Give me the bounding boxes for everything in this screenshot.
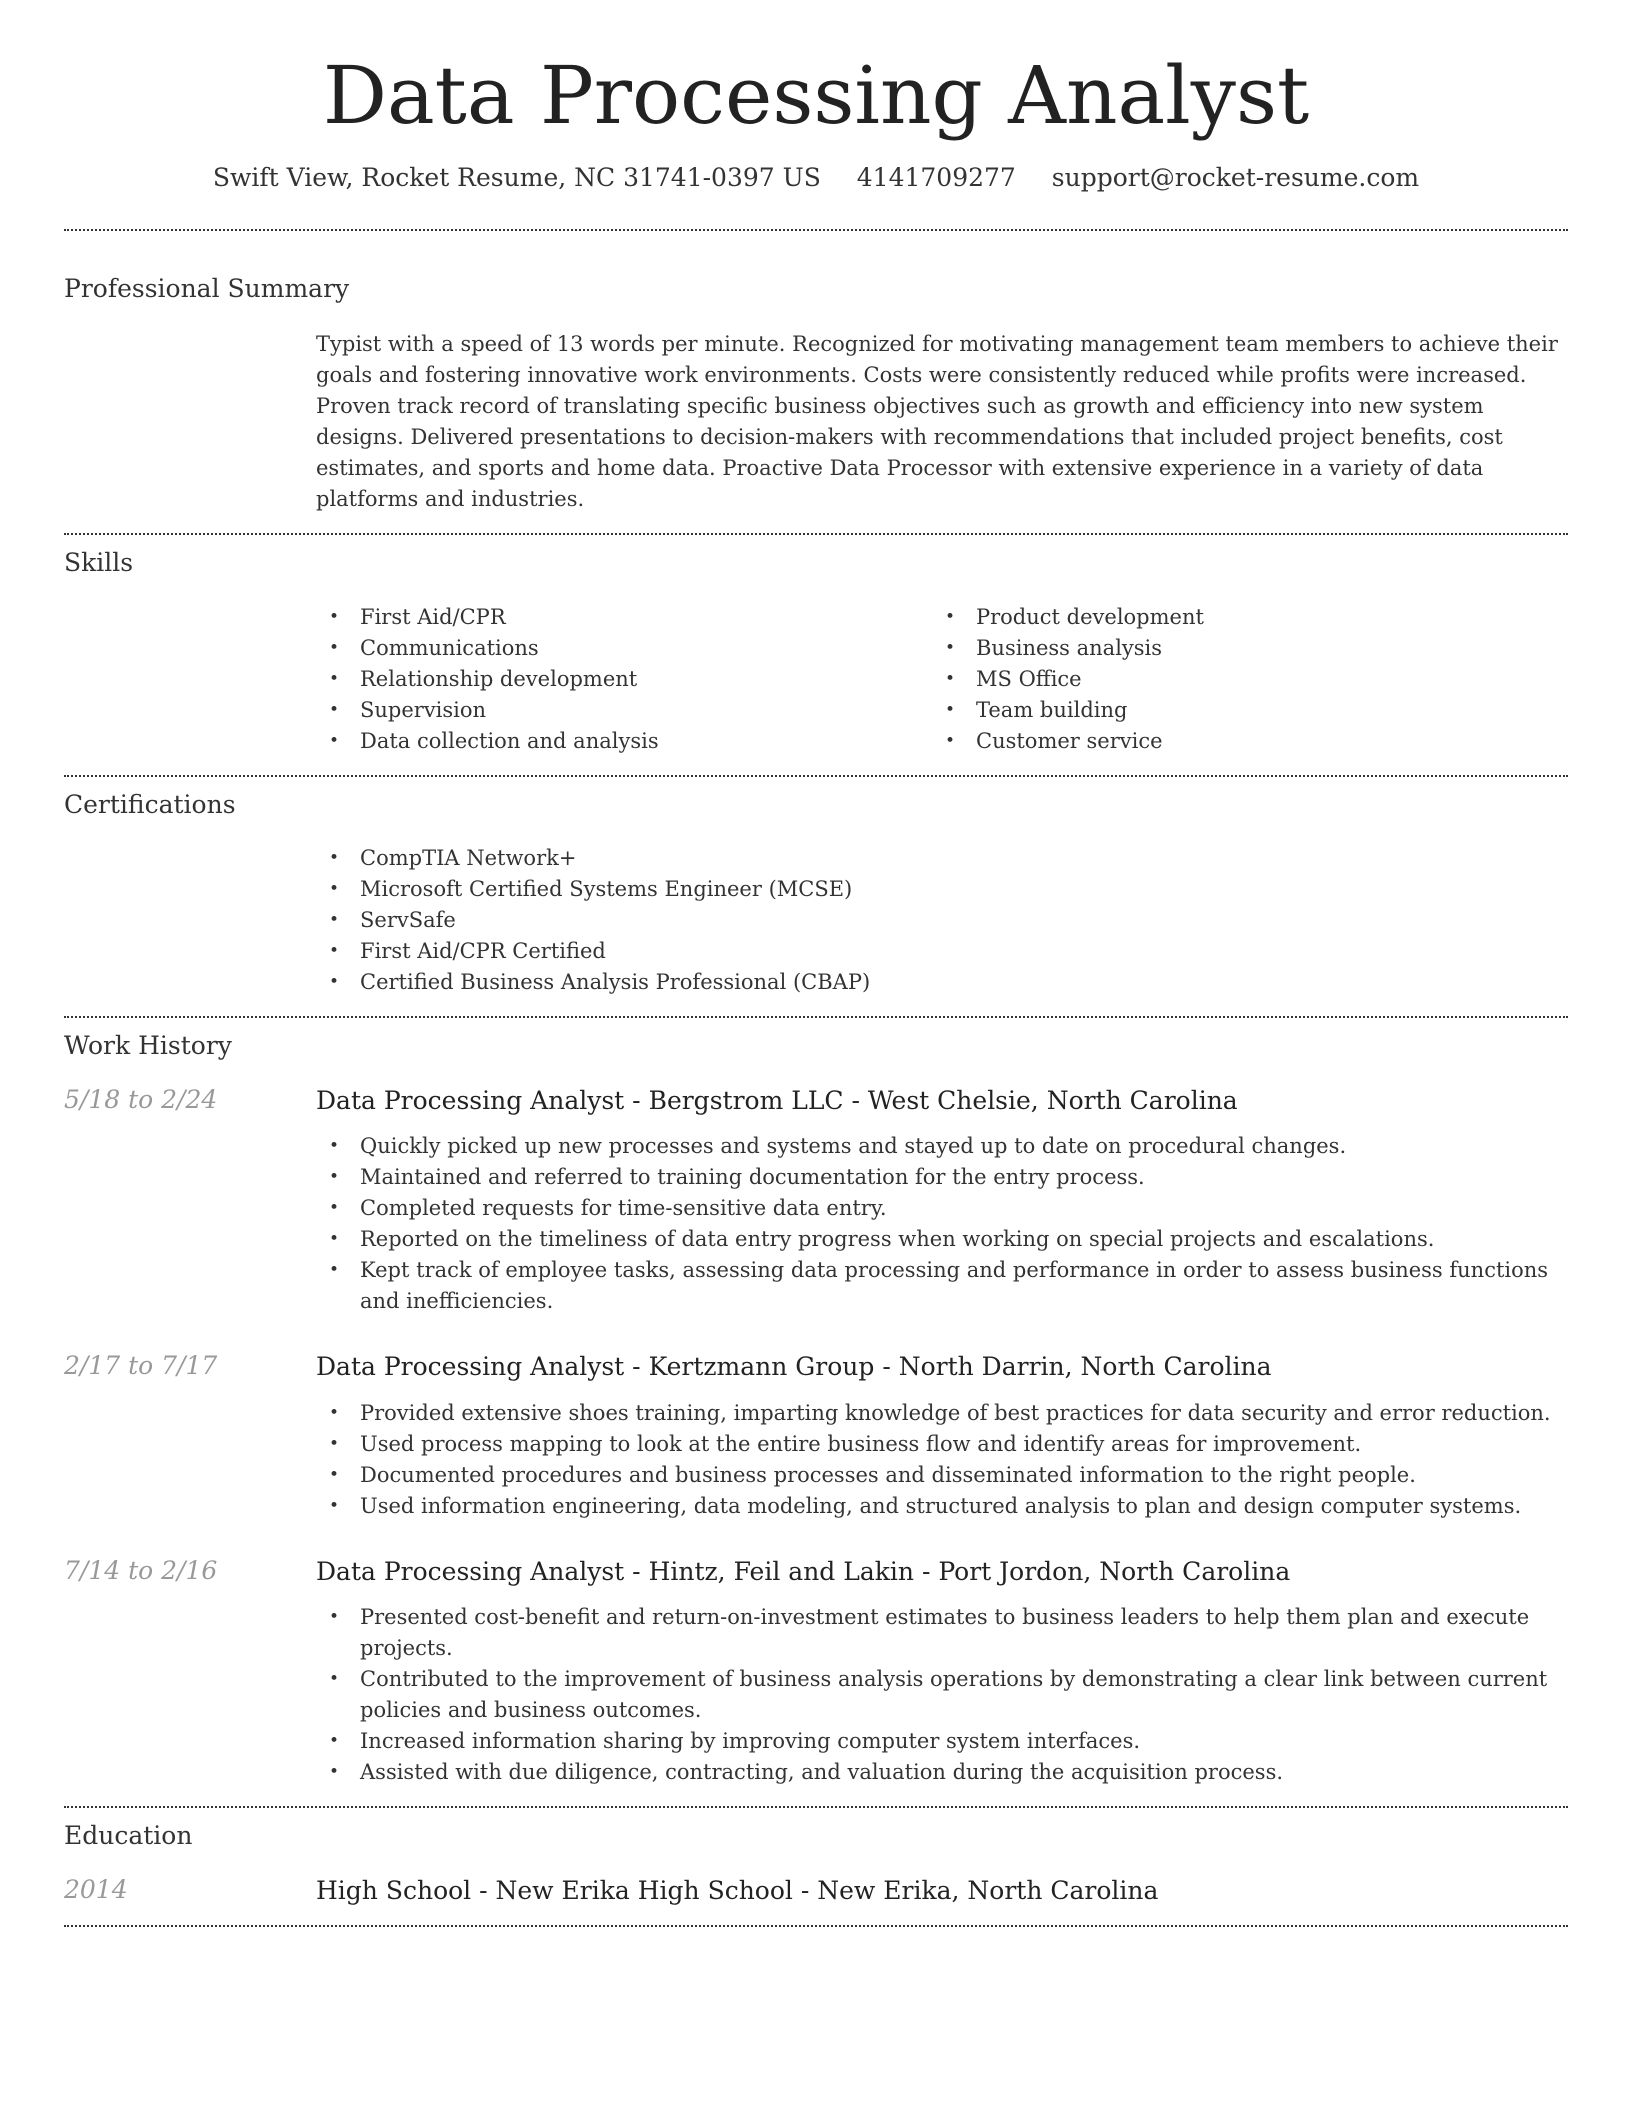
job-dates: 7/14 to 2/16: [64, 1555, 218, 1585]
job-entry: [64, 1085, 1568, 1318]
certifications-list: [316, 843, 1568, 998]
list-item: • Quickly picked up new processes and systems and stayed up to date on procedural changes.: [316, 1131, 1568, 1162]
job-entry: [64, 1556, 1568, 1789]
education-section: [64, 1808, 1568, 1907]
skills-section: [64, 535, 1568, 757]
list-item: • Presented cost-benefit and return-on-investment estimates to business leaders to help them plan and execute projects.: [316, 1602, 1568, 1664]
list-item: • Used information engineering, data modeling, and structured analysis to plan and design computer systems.: [316, 1491, 1568, 1522]
list-item: • Supervision: [316, 695, 932, 726]
job-dates: 2/17 to 7/17: [64, 1351, 218, 1380]
list-item: • Maintained and referred to training documentation for the entry process.: [316, 1162, 1568, 1193]
job-bullets: [316, 1398, 1568, 1522]
education-entry: [64, 1875, 1568, 1908]
list-item: • ServSafe: [316, 905, 1568, 936]
skills-list-left: [316, 602, 932, 757]
list-item: • Provided extensive shoes training, imparting knowledge of best practices for data security and error reduction.: [316, 1398, 1568, 1429]
list-item: • Completed requests for time-sensitive data entry.: [316, 1193, 1568, 1224]
education-year: 2014: [64, 1874, 128, 1904]
education-title-line: High School - New Erika High School - New Erika, North Carolina: [316, 1875, 1159, 1905]
list-item: • Data collection and analysis: [316, 726, 932, 757]
job-bullets: [316, 1131, 1568, 1317]
job-bullets: [316, 1602, 1568, 1788]
list-item: • Relationship development: [316, 664, 932, 695]
education-divider: [64, 1925, 1568, 1927]
list-item: • Microsoft Certified Systems Engineer (MCSE): [316, 874, 1568, 905]
list-item: • Reported on the timeliness of data entry progress when working on special projects and escalations.: [316, 1224, 1568, 1255]
list-item: • Product development: [932, 602, 1548, 633]
contact-phone: 4141709277: [856, 163, 1016, 192]
list-item: • Increased information sharing by improving computer system interfaces.: [316, 1726, 1568, 1757]
list-item: • MS Office: [932, 664, 1548, 695]
contact-email: support@rocket-resume.com: [1051, 163, 1420, 192]
certifications-section: [64, 777, 1568, 999]
list-item: • CompTIA Network+: [316, 843, 1568, 874]
list-item: • Business analysis: [932, 633, 1548, 664]
job-dates: 5/18 to 2/24: [64, 1084, 218, 1114]
list-item: • Team building: [932, 695, 1548, 726]
list-item: • Kept track of employee tasks, assessing data processing and performance in order to assess business functions and inefficiencies.: [316, 1255, 1568, 1317]
list-item: • Documented procedures and business processes and disseminated information to the right people.: [316, 1460, 1568, 1491]
contact-address: Swift View, Rocket Resume, NC 31741-0397 US: [212, 163, 821, 192]
work-history-section: [64, 1018, 1568, 1788]
certifications-title: Certifications: [64, 789, 236, 819]
list-item: • Contributed to the improvement of business analysis operations by demonstrating a clear link between current policies and business outcomes.: [316, 1664, 1568, 1726]
contact-line: [64, 162, 1568, 195]
list-item: • Customer service: [932, 726, 1548, 757]
summary-text: Typist with a speed of 13 words per minute. Recognized for motivating management team members to achieve their goals and fostering innovative work environments. Costs were consistently reduced while profits were increased. Proven track record of translating specific business objectives such as growth and efficiency into new system designs. Delivered presentations to decision-makers with recommendations that included project benefits, cost estimates, and sports and home data. Proactive Data Processor with extensive experience in a variety of data platforms and industries.: [316, 332, 1558, 511]
work-history-title: Work History: [64, 1031, 232, 1060]
job-title: Data Processing Analyst - Hintz, Feil and Lakin - Port Jordon, North Carolina: [316, 1556, 1291, 1586]
list-item: • First Aid/CPR: [316, 602, 932, 633]
summary-title: Professional Summary: [64, 273, 350, 303]
list-item: • Used process mapping to look at the entire business flow and identify areas for improvement.: [316, 1429, 1568, 1460]
skills-title: Skills: [64, 548, 134, 577]
job-entry: [64, 1351, 1568, 1522]
list-item: • Certified Business Analysis Professional (CBAP): [316, 967, 1568, 998]
list-item: • Assisted with due diligence, contracting, and valuation during the acquisition process.: [316, 1757, 1568, 1788]
list-item: • First Aid/CPR Certified: [316, 936, 1568, 967]
job-title: Data Processing Analyst - Bergstrom LLC - West Chelsie, North Carolina: [316, 1085, 1238, 1115]
summary-section: [64, 231, 1568, 516]
skills-list-right: [932, 602, 1548, 757]
candidate-name: Data Processing Analyst: [322, 49, 1310, 142]
resume-header: [64, 0, 1568, 195]
education-title: Education: [64, 1821, 193, 1850]
list-item: • Communications: [316, 633, 932, 664]
job-title: Data Processing Analyst - Kertzmann Group - North Darrin, North Carolina: [316, 1352, 1272, 1381]
